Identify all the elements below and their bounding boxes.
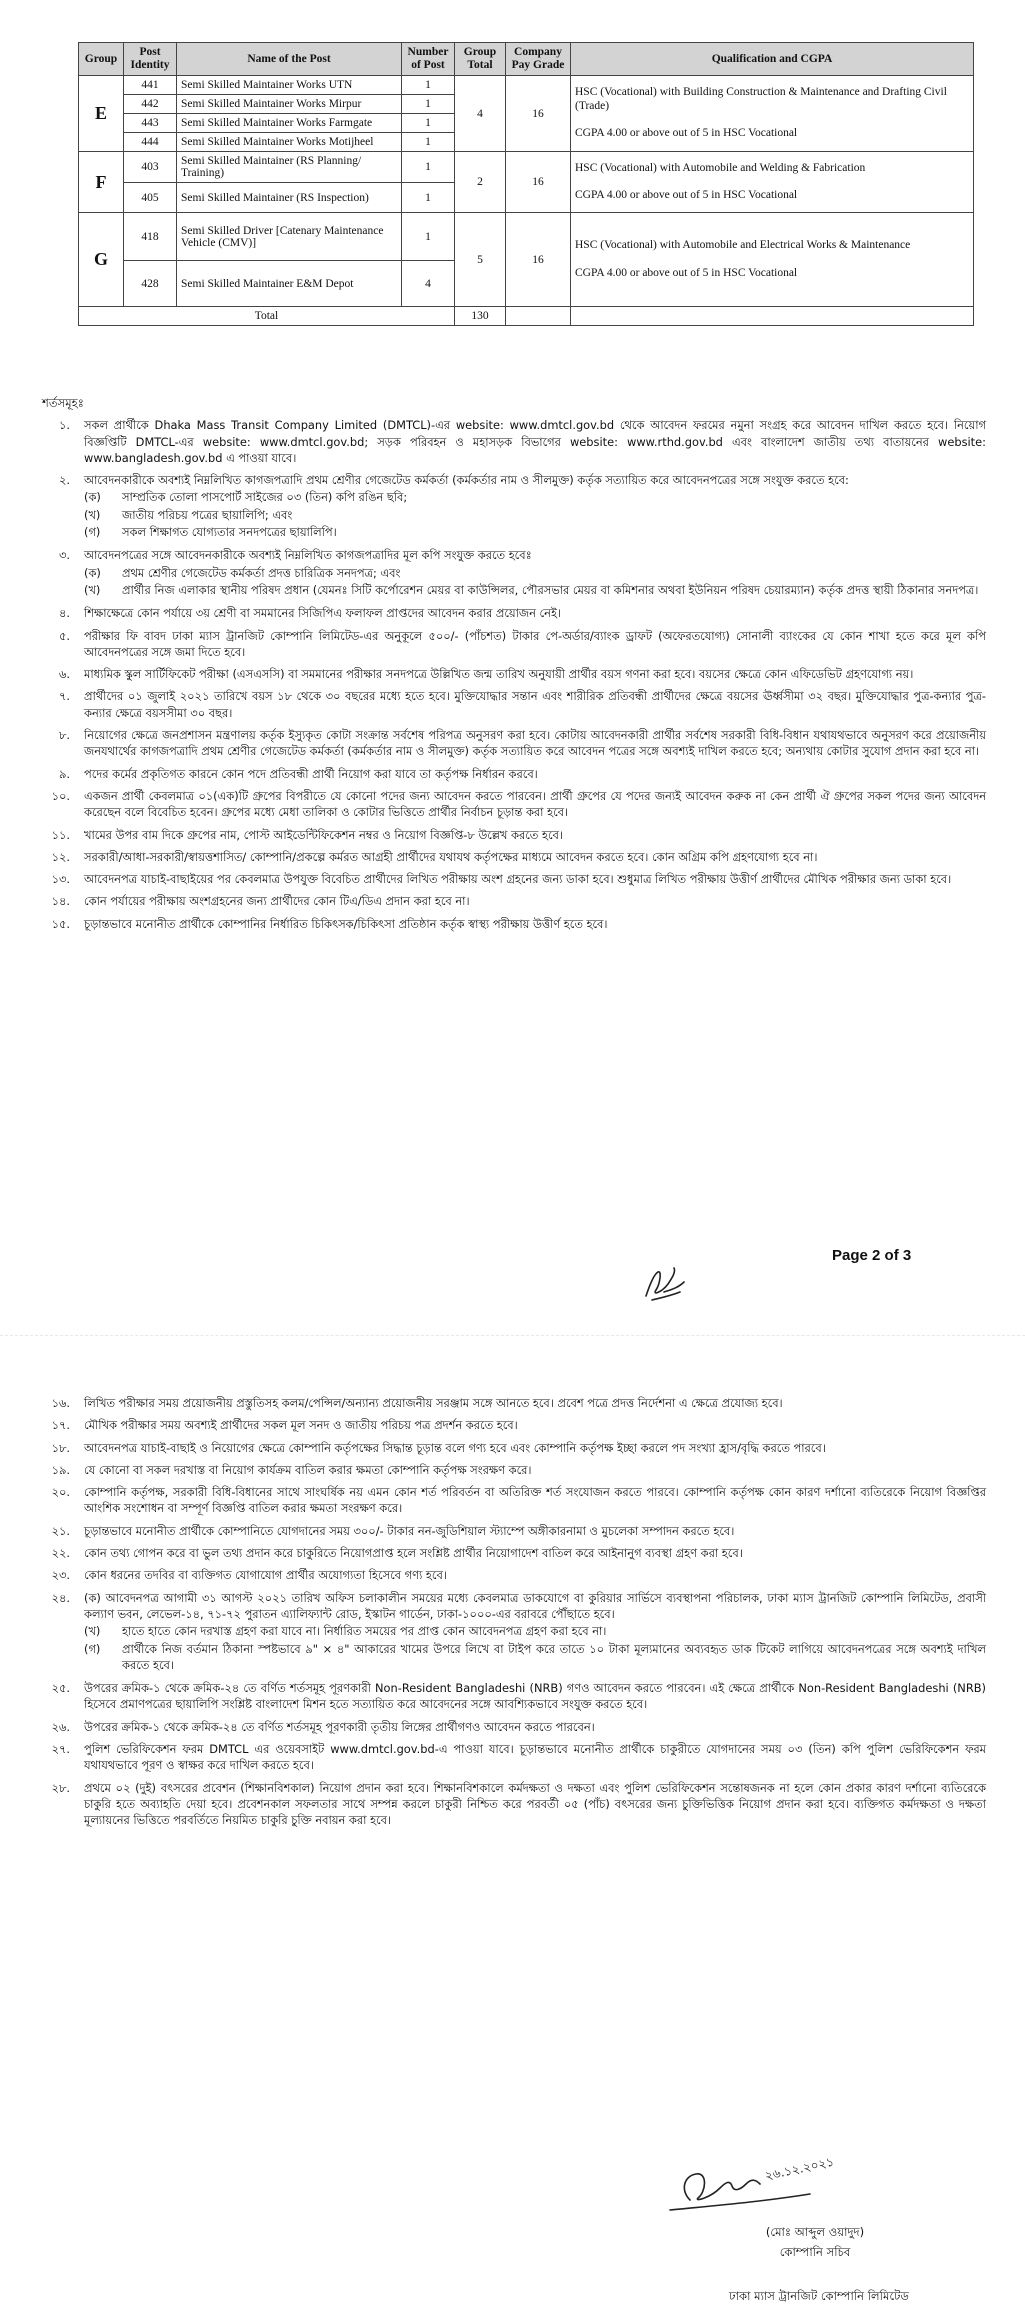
qualification: [571, 213, 974, 307]
number-of-post: 1: [402, 213, 455, 261]
signature: [650, 2140, 850, 2222]
term-text: আবেদনপত্রের সঙ্গে আবেদনকারীকে অবশ্যই নিম্নলিখিত কাগজপত্রাদির মূল কপি সংযুক্ত করতে হবেঃ: [84, 548, 532, 563]
qualification-text: HSC (Vocational) with Automobile and Electrical Works & Maintenance: [575, 239, 911, 251]
term-body: [84, 1719, 986, 1735]
term-text: পুলিশ ভেরিফিকেশন ফরম DMTCL এর ওয়েবসাইট www.dmtcl.gov.bd-এ পাওয়া যাবে। চূড়ান্তভাবে মনোনীত প্রার্থীকে চাকুরীতে যোগদানের সময় ০৩ (তিন) কপি পুলিশ ভেরিফিকেশন ফরম যথাযথভাবে পূরণ ও স্বাক্ষর করে দাখিল করতে হবে।: [84, 1742, 986, 1773]
number-of-post: 4: [402, 261, 455, 307]
term-body: [84, 688, 986, 721]
sub-item: [84, 524, 986, 540]
post-name: Semi Skilled Maintainer Works Mirpur: [177, 95, 402, 114]
term-body: [84, 849, 986, 865]
col-qualification: Qualification and CGPA: [571, 43, 974, 76]
table-row: [79, 76, 974, 95]
total-value: 130: [455, 307, 506, 326]
signatory-block: [705, 2222, 925, 2262]
term-number: ১৬.: [51, 1396, 70, 1410]
term-body: [84, 547, 986, 599]
term-body: [84, 916, 986, 932]
term-text: (ক) আবেদনপত্র আগামী ৩১ আগস্ট ২০২১ তারিখ অফিস চলাকালীন সময়ের মধ্যে কেবলমাত্র ডাকযোগে বা কুরিয়ার সার্ভিসে ব্যবস্থাপনা পরিচালক, ঢাকা ম্যাস ট্রানজিট কোম্পানি লিমিটেড, প্রবাসী কল্যাণ ভবন, লেভেল-১৪, ৭১-৭২ পুরাতন এ্যালিফ্যান্ট রোড, ইস্কাটন গার্ডেন, ঢাকা-১০০০-এর বরাবরে পৌঁছাতে হবে।: [84, 1590, 986, 1621]
term-body: [84, 893, 986, 909]
term-number: ২৭.: [51, 1742, 70, 1757]
term-text: একজন প্রার্থী কেবলমাত্র ০১(এক)টি গ্রুপের বিপরীতে যে কোনো পদের জন্য আবেদন করতে পারবেন। প্রার্থী গ্রুপের যে পদের জন্যই আবেদন করুক না কেন প্রার্থী ঐ গ্রুপের সকল পদের জন্য আবেদন করেছেন বলে বিবেচিত হবেন। গ্রুপের মধ্যে মেধা তালিকা ও কোটার ভিত্তিতে প্রার্থীর নির্বাচন চূড়ান্ত করা হবে।: [84, 788, 986, 820]
term-item: [36, 1417, 986, 1433]
qualification: [571, 152, 974, 213]
post-identity: 444: [124, 133, 177, 152]
term-text: কোন পর্যায়ের পরীক্ষায় অংশগ্রহনের জন্য প্রার্থীদের কোন টিএ/ডিএ প্রদান করা হবে না।: [84, 894, 470, 909]
term-item: [36, 1462, 986, 1478]
sub-item: [84, 1623, 986, 1639]
total-row: [79, 307, 974, 326]
term-number: ২২.: [51, 1546, 70, 1561]
sub-item-text: প্রার্থীকে নিজ বর্তমান ঠিকানা স্পষ্টভাবে ৯" × ৪" আকারের খামের উপরে লিখে বা টাইপ করে তাতে ১০ টাকা মূল্যমানের অব্যবহৃত ডাক টিকেট লাগিয়ে আবেদনপত্রের সঙ্গে অবশ্যই দাখিল করতে হবে।: [122, 1641, 986, 1672]
term-text: প্রথমে ০২ (দুই) বৎসরের প্রবেশন (শিক্ষানবিশকাল) নিয়োগ প্রদান করা হবে। শিক্ষানবিশকালে কর্মদক্ষতা ও দক্ষতা এবং পুলিশ ভেরিফিকেশন সন্তোষজনক না হলে কোন প্রকার কারণ দর্শানো ব্যতিরেকে চাকুরি হতে অব্যাহতি দেয়া হবে। প্রবেশনকাল সফলতার সাথে সম্পন্ন করলে চাকুরী নিশ্চিত করে পরবর্তী ০৫ (পাঁচ) বৎসরের জন্য চুক্তিভিত্তিক নিয়োগ প্রদান করা হবে। ব্যক্তিগত কর্মদক্ষতা ও দক্ষতা মূল্যায়নের ভিত্তিতে পরবর্তিতে নিয়মিত চাকুরি চুক্তি নবায়ন করা হবে।: [84, 1780, 986, 1828]
term-number: ১২.: [51, 849, 70, 864]
post-name: Semi Skilled Maintainer (RS Inspection): [177, 183, 402, 213]
term-body: [84, 1440, 986, 1456]
term-text: কোন ধরনের তদবির বা ব্যক্তিগত যোগাযোগ প্রার্থীর অযোগ্যতা হিসেবে গণ্য হবে।: [84, 1568, 447, 1583]
post-name: Semi Skilled Maintainer Works Motijheel: [177, 133, 402, 152]
terms-list: [36, 417, 986, 932]
term-item: [36, 605, 986, 621]
sub-item-text: প্রার্থীর নিজ এলাকার স্থানীয় পরিষদ প্রধান (যেমনঃ সিটি কর্পোরেশন মেয়র বা কাউন্সিলর, পৌরসভার মেয়র বা কমিশনার অথবা ইউনিয়ন পরিষদ চেয়ারম্যান) কর্তৃক প্রদত্ত স্থায়ী ঠিকানার সনদপত্র।: [122, 582, 979, 597]
term-item: [36, 1567, 986, 1583]
term-number: ১১.: [51, 827, 70, 842]
qualification: [571, 76, 974, 152]
term-item: [36, 1440, 986, 1456]
pay-grade: 16: [506, 213, 571, 307]
col-group-total: Group Total: [455, 43, 506, 76]
term-text: প্রার্থীদের ০১ জুলাই ২০২১ তারিখে বয়স ১৮ থেকে ৩০ বছরের মধ্যে হতে হবে। মুক্তিযোদ্ধার সন্তান এবং শারীরিক প্রতিবন্ধী প্রার্থীদের ক্ষেত্রে বয়সের ঊর্ধ্বসীমা ৩২ বছর। মুক্তিযোদ্ধার পুত্র-কন্যার পুত্র-কন্যার ক্ষেত্রে বয়সসীমা ৩০ বছর।: [84, 689, 986, 720]
term-number: ১৩.: [51, 872, 70, 887]
initial-signature: [640, 1262, 690, 1304]
term-text: উপরের ক্রমিক-১ থেকে ক্রমিক-২৪ তে বর্ণিত শর্তসমূহ পূরণকারী তৃতীয় লিঙ্গের প্রার্থীগণও আবেদন করতে পারবেন।: [84, 1719, 595, 1734]
qualification-text: HSC (Vocational) with Automobile and Welding & Fabrication: [575, 161, 866, 174]
term-number: ১.: [58, 418, 70, 433]
post-name: Semi Skilled Maintainer (RS Planning/ Training): [177, 152, 402, 183]
page-number: Page 2 of 3: [832, 1247, 912, 1264]
table-header: [79, 43, 974, 76]
group-label: G: [79, 213, 124, 307]
sub-item: [84, 489, 986, 505]
term-text: মাধ্যমিক স্কুল সার্টিফিকেট পরীক্ষা (এসএসসি) বা সমমানের পরীক্ষার সনদপত্রে উল্লিখিত জন্ম তারিখ অনুযায়ী প্রার্থীর বয়স গণনা করা হবে। বয়সের ক্ষেত্রে কোন এফিডেভিট গ্রহণযোগ্য নয়।: [84, 667, 914, 682]
sub-item-number: (গ): [84, 525, 101, 540]
pay-grade: 16: [506, 152, 571, 213]
term-item: [36, 1395, 986, 1411]
term-body: [84, 628, 986, 661]
term-item: [36, 1780, 986, 1829]
term-item: [36, 766, 986, 782]
term-text: আবেদনকারীকে অবশ্যই নিম্নলিখিত কাগজপত্রাদি প্রথম শ্রেণীর গেজেটেড কর্মকর্তা (কর্মকর্তার নাম ও সীলমুক্ত) কর্তৃক সত্যায়িত করে আবেদনপত্রের সঙ্গে সংযুক্ত করতে হবে:: [84, 473, 849, 488]
terms-heading: শর্তসমূহঃ: [42, 396, 84, 410]
term-body: [84, 1523, 986, 1539]
col-post-name: Name of the Post: [177, 43, 402, 76]
term-body: [84, 1462, 986, 1478]
sub-item-number: (খ): [84, 1624, 101, 1639]
term-body: [84, 871, 986, 887]
signatory-name: (মোঃ আব্দুল ওয়াদুদ): [765, 2225, 865, 2239]
term-body: [84, 605, 986, 621]
term-number: ১৭.: [51, 1418, 70, 1433]
number-of-post: 1: [402, 95, 455, 114]
terms-list: [36, 1395, 986, 1829]
term-text: সরকারী/আধা-সরকারী/স্বায়ত্তশাসিত/ কোম্পানি/প্রকল্পে কর্মরত আগ্রহী প্রার্থীদের যথাযথ কর্তৃপক্ষের মাধ্যমে আবেদন করতে হবে। কোন অগ্রিম কপি গ্রহণযোগ্য হবে না।: [84, 849, 818, 864]
term-number: ৩.: [58, 548, 70, 563]
cgpa-text: CGPA 4.00 or above out of 5 in HSC Vocational: [575, 266, 798, 279]
term-number: ২.: [58, 473, 70, 488]
post-name: Semi Skilled Maintainer Works UTN: [177, 76, 402, 95]
term-number: ১৮.: [51, 1440, 70, 1455]
post-identity: 443: [124, 114, 177, 133]
pay-grade: 16: [506, 76, 571, 152]
empty-cell: [571, 307, 974, 326]
term-number: ২৮.: [51, 1780, 70, 1795]
post-identity: 405: [124, 183, 177, 213]
term-item: [36, 666, 986, 682]
term-body: [84, 766, 986, 782]
group-label: E: [79, 76, 124, 152]
term-item: [36, 472, 986, 541]
col-number-of-post: Number of Post: [402, 43, 455, 76]
term-body: [84, 417, 986, 466]
term-text: মৌখিক পরীক্ষার সময় অবশ্যই প্রার্থীদের সকল মূল সনদ ও জাতীয় পরিচয় পত্র প্রদর্শন করতে হবে।: [84, 1418, 518, 1433]
term-item: [36, 827, 986, 843]
group-total: 5: [455, 213, 506, 307]
post-name: Semi Skilled Maintainer E&M Depot: [177, 261, 402, 307]
term-number: ২০.: [51, 1485, 70, 1500]
table-row: [79, 152, 974, 183]
number-of-post: 1: [402, 114, 455, 133]
term-number: ১৯.: [51, 1462, 70, 1477]
term-number: ১৪.: [51, 894, 70, 909]
sub-item-text: হাতে হাতে কোন দরখাস্ত গ্রহণ করা যাবে না। নির্ধারিত সময়ের পর প্রাপ্ত কোন আবেদনপত্র গ্রহণ করা হবে না।: [122, 1624, 607, 1639]
term-body: [84, 1484, 986, 1517]
col-post-identity: Post Identity: [124, 43, 177, 76]
group-total: 4: [455, 76, 506, 152]
term-text: পরীক্ষার ফি বাবদ ঢাকা ম্যাস ট্রানজিট কোম্পানি লিমিটেড-এর অনুকূলে ৫০০/- (পাঁচশত) টাকার পে-অর্ডার/ব্যাংক ড্রাফট (অফেরতযোগ্য) সোনালী ব্যাংকের যে কোন শাখা হতে করে মূল কপি আবেদনপত্রের সঙ্গে জমা দিতে হবে।: [84, 628, 986, 659]
number-of-post: 1: [402, 133, 455, 152]
sub-item: [84, 582, 986, 598]
sub-item-number: (খ): [84, 582, 101, 597]
term-text: আবেদনপত্র যাচাই-বাছাইয়ের পর কেবলমাত্র উপযুক্ত বিবেচিত প্রার্থীদের লিখিত পরীক্ষায় অংশ গ্রহনের জন্য ডাকা হবে। শুধুমাত্র লিখিত পরীক্ষায় উত্তীর্ণ প্রার্থীদের মৌখিক পরীক্ষার জন্য ডাকা হবে।: [84, 872, 952, 887]
term-number: ১৫.: [51, 916, 70, 931]
term-number: ৮.: [58, 728, 70, 743]
term-number: ২৫.: [51, 1681, 70, 1696]
total-label: Total: [79, 307, 455, 326]
term-text: পদের কর্মের প্রকৃতিগত কারনে কোন পদে প্রতিবন্ধী প্রার্থী নিয়োগ করা যাবে তা কর্তৃপক্ষ নির্ধারন করবে।: [84, 766, 538, 781]
term-item: [36, 1545, 986, 1561]
posts-table: [78, 42, 974, 326]
term-number: ২৪.: [51, 1590, 70, 1605]
group-label: F: [79, 152, 124, 213]
term-text: চূড়ান্তভাবে মনোনীত প্রার্থীকে কোম্পানিতে যোগদানের সময় ৩০০/- টাকার নন-জুডিশিয়াল স্ট্যাম্পে অঙ্গীকারনামা ও মুচলেকা সম্পাদন করতে হবে।: [84, 1523, 735, 1538]
sub-item-text: প্রথম শ্রেণীর গেজেটেড কর্মকর্তা প্রদত্ত চারিত্রিক সনদপত্র; এবং: [122, 565, 401, 580]
term-text: শিক্ষাক্ষেত্রে কোন পর্যায়ে ৩য় শ্রেণী বা সমমানের সিজিপিএ ফলাফল প্রাপ্তদের আবেদন করার প্রয়োজন নেই।: [84, 606, 561, 621]
term-text: চূড়ান্তভাবে মনোনীত প্রার্থীকে কোম্পানির নির্ধারিত চিকিৎসক/চিকিৎসা প্রতিষ্ঠান কর্তৃক স্বাস্থ্য পরীক্ষায় উত্তীর্ণ হতে হবে।: [84, 916, 608, 931]
term-item: [36, 628, 986, 661]
term-item: [36, 417, 986, 466]
term-text: খামের উপর বাম দিকে গ্রুপের নাম, পোস্ট আইডেন্টিফিকেশন নম্বর ও নিয়োগ বিজ্ঞপ্তি-৮ উল্লেখ করতে হবে।: [84, 827, 563, 842]
sub-item-text: সকল শিক্ষাগত যোগ্যতার সনদপত্রের ছায়ালিপি।: [122, 525, 337, 540]
sub-item: [84, 1641, 986, 1674]
term-number: ৭.: [58, 689, 70, 704]
term-item: [36, 788, 986, 821]
term-body: [84, 1395, 986, 1411]
term-number: ২৬.: [51, 1719, 70, 1734]
signature-date: ২৬.১২.২০২১: [763, 2154, 836, 2183]
term-item: [36, 727, 986, 760]
number-of-post: 1: [402, 76, 455, 95]
term-item: [36, 547, 986, 599]
sub-item: [84, 565, 986, 581]
term-text: আবেদনপত্র যাচাই-বাছাই ও নিয়োগের ক্ষেত্রে কোম্পানি কর্তৃপক্ষের সিদ্ধান্ত চূড়ান্ত বলে গণ্য হবে এবং কোম্পানি কর্তৃপক্ষ ইচ্ছা করলে পদ সংখ্যা হ্রাস/বৃদ্ধি করতে পারবে।: [84, 1440, 826, 1455]
terms-section-2: [36, 1395, 986, 1835]
sub-item-text: জাতীয় পরিচয় পত্রের ছায়ালিপি; এবং: [122, 507, 293, 522]
sub-item: [84, 507, 986, 523]
term-body: [84, 1545, 986, 1561]
post-identity: 441: [124, 76, 177, 95]
term-body: [84, 727, 986, 760]
term-number: ৬.: [58, 667, 70, 682]
term-item: [36, 849, 986, 865]
term-body: [84, 1417, 986, 1433]
term-number: ২১.: [51, 1523, 70, 1538]
term-item: [36, 1590, 986, 1674]
post-identity: 428: [124, 261, 177, 307]
term-body: [84, 788, 986, 821]
group-total: 2: [455, 152, 506, 213]
term-text: লিখিত পরীক্ষার সময় প্রয়োজনীয় প্রস্তুতিসহ কলম/পেন্সিল/অন্যান্য প্রয়োজনীয় সরঞ্জাম সঙ্গে আনতে হবে। প্রবেশ পত্রে প্রদত্ত নির্দেশনা এ ক্ষেত্রে প্রযোজ্য হবে।: [84, 1396, 783, 1410]
term-item: [36, 1523, 986, 1539]
post-name: Semi Skilled Driver [Catenary Maintenance Vehicle (CMV)]: [177, 213, 402, 261]
qualification-text: HSC (Vocational) with Building Construction & Maintenance and Drafting Civil (Trade): [575, 86, 947, 112]
term-item: [36, 916, 986, 932]
signatory-company: ঢাকা ম্যাস ট্রানজিট কোম্পানি লিমিটেড: [729, 2289, 909, 2303]
terms-section-1: [36, 395, 986, 938]
term-item: [36, 1719, 986, 1735]
term-body: [84, 666, 986, 682]
number-of-post: 1: [402, 183, 455, 213]
term-item: [36, 1484, 986, 1517]
term-item: [36, 688, 986, 721]
post-identity: 418: [124, 213, 177, 261]
term-number: ২৩.: [51, 1568, 70, 1583]
page-divider: [0, 1335, 1025, 1336]
term-text: যে কোনো বা সকল দরখাস্ত বা নিয়োগ কার্যক্রম বাতিল করার ক্ষমতা কোম্পানি কর্তৃপক্ষ সংরক্ষণ করে।: [84, 1462, 532, 1477]
post-identity: 403: [124, 152, 177, 183]
sub-item-number: (খ): [84, 507, 101, 522]
term-number: ১০.: [51, 788, 70, 803]
term-text: কোম্পানি কর্তৃপক্ষ, সরকারী বিধি-বিধানের সাথে সাংঘর্ষিক নয় এমন কোন শর্ত পরিবর্তন বা অতিরিক্ত শর্ত সংযোজন করতে পারবে। কোম্পানি কর্তৃপক্ষ কোন কারণ দর্শানো ব্যতিরেকে নিয়োগ বিজ্ঞপ্তির আংশিক সংশোধন বা সম্পূর্ণ বিজ্ঞপ্তি বাতিল করার ক্ষমতা সংরক্ষণ করে।: [84, 1485, 986, 1516]
empty-cell: [506, 307, 571, 326]
signatory-designation: কোম্পানি সচিব: [779, 2245, 851, 2259]
post-identity: 442: [124, 95, 177, 114]
term-body: [84, 827, 986, 843]
term-body: [84, 1741, 986, 1774]
cgpa-text: CGPA 4.00 or above out of 5 in HSC Vocational: [575, 127, 798, 140]
table-row: [79, 213, 974, 261]
post-name: Semi Skilled Maintainer Works Farmgate: [177, 114, 402, 133]
term-body: [84, 1780, 986, 1829]
col-group: Group: [79, 43, 124, 76]
term-body: [84, 1680, 986, 1713]
term-text: নিয়োগের ক্ষেত্রে জনপ্রশাসন মন্ত্রণালয় কর্তৃক ইস্যুকৃত কোটা সংক্রান্ত সর্বশেষ পরিপত্র অনুসরণ করা হবে। কোটায় আবেদনকারী প্রার্থীর সর্বশেষ সরকারী বিধি-বিধান যথাযথভাবে অনুসরণ করে প্রয়োজনীয় জনযথার্থের কাগজপত্রাদি প্রথম শ্রেণীর গেজেটেড কর্মকর্তা (কর্মকর্তার নাম ও সীলমুক্ত) কর্তৃক সত্যায়িত করে আবেদন পত্রের সঙ্গে অবশ্যই দাখিল করতে হবে; অন্যথায় কোটার সুযোগ প্রদান করা হবে না।: [84, 728, 986, 759]
cgpa-text: CGPA 4.00 or above out of 5 in HSC Vocational: [575, 189, 798, 201]
term-body: [84, 1567, 986, 1583]
col-pay-grade: Company Pay Grade: [506, 43, 571, 76]
sub-item-number: (ক): [84, 490, 101, 505]
term-text: কোন তথ্য গোপন করে বা ভুল তথ্য প্রদান করে চাকুরিতে নিয়োগপ্রাপ্ত হলে সংশ্লিষ্ট প্রার্থীর নিয়োগাদেশ বাতিল করে আইনানুগ ব্যবস্থা গ্রহণ করা হবে।: [84, 1546, 743, 1561]
sub-item-number: (গ): [84, 1641, 101, 1656]
term-text: সকল প্রার্থীকে Dhaka Mass Transit Company Limited (DMTCL)-এর website: www.dmtcl.gov.bd থেকে আবেদন ফরমের নমুনা সংগ্রহ করে আবেদন দাখিল করতে হবে। নিয়োগ বিজ্ঞপ্তিটি DMTCL-এর website: www.dmtcl.gov.bd; সড়ক পরিবহন ও মহাসড়ক বিভাগের website: www.rthd.gov.bd এবং বাংলাদেশ জাতীয় তথ্য বাতায়নের website: www.bangladesh.gov.bd এ পাওয়া যাবে।: [84, 418, 986, 465]
term-item: [36, 1680, 986, 1713]
term-body: [84, 472, 986, 541]
term-item: [36, 1741, 986, 1774]
sub-item-text: সাম্প্রতিক তোলা পাসপোর্ট সাইজের ০৩ (তিন) কপি রঙিন ছবি;: [122, 490, 408, 505]
term-body: [84, 1590, 986, 1674]
term-item: [36, 871, 986, 887]
term-text: উপরের ক্রমিক-১ থেকে ক্রমিক-২৪ তে বর্ণিত শর্তসমূহ পূরণকারী Non-Resident Bangladeshi (NRB) গণও আবেদন করতে পারবেন। এই ক্ষেত্রে প্রার্থীকে Non-Resident Bangladeshi (NRB) হিসেবে প্রমাণপত্রের ছায়ালিপি সংশ্লিষ্ট বাংলাদেশ মিশন হতে সত্যায়িত করে আবেদনের সঙ্গে আবশ্যিকভাবে সংযুক্ত করতে হবে।: [84, 1681, 986, 1712]
term-item: [36, 893, 986, 909]
term-number: ৯.: [58, 766, 70, 781]
term-number: ৫.: [58, 628, 70, 643]
term-number: ৪.: [58, 606, 70, 621]
number-of-post: 1: [402, 152, 455, 183]
sub-item-number: (ক): [84, 565, 101, 580]
